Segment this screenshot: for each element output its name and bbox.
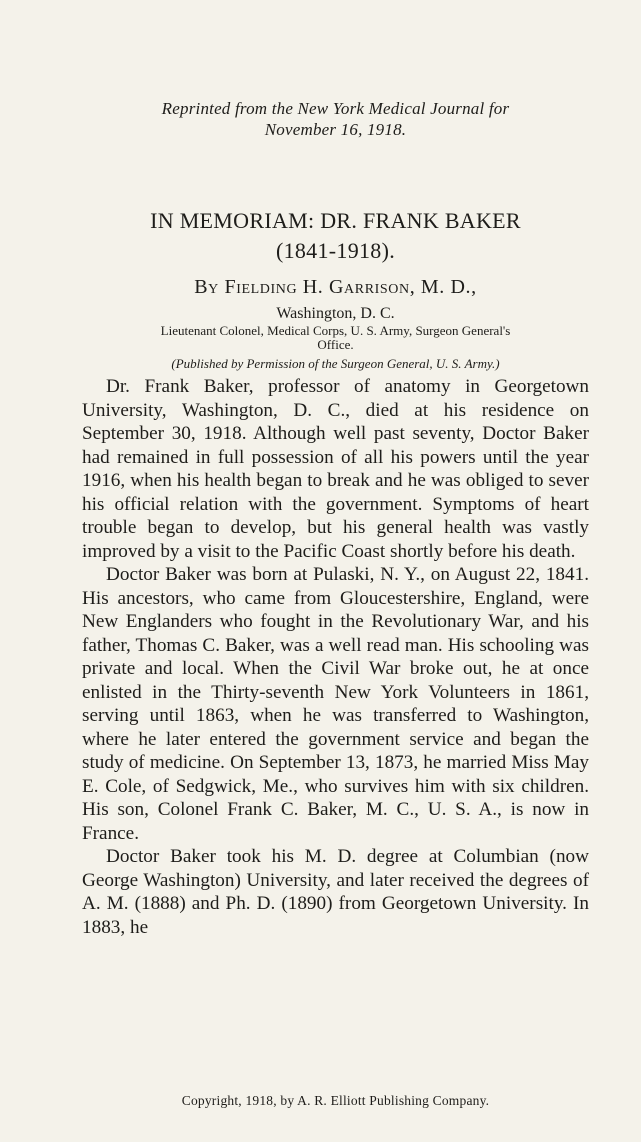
- article-title: [82, 206, 589, 266]
- author-location: Washington, D. C.: [276, 305, 395, 322]
- copyright-notice: Copyright, 1918, by A. R. Elliott Publishing Company.: [181, 1093, 490, 1108]
- reprint-line-1: Reprinted from the New York Medical Journal for: [161, 99, 510, 118]
- article-body: [82, 375, 589, 939]
- rank-line-2: Office.: [317, 337, 354, 352]
- author-byline: By Fielding H. Garrison, M. D.,: [194, 276, 477, 298]
- reprint-line-2: November 16, 1918.: [264, 120, 407, 139]
- title-line-2: (1841-1918).: [275, 238, 396, 263]
- reprint-notice: [82, 98, 589, 140]
- title-line-1: IN MEMORIAM: DR. FRANK BAKER: [150, 208, 521, 233]
- paragraph-1: Dr. Frank Baker, professor of anatomy in Georgetown University, Washington, D. C., died at his residence on September 30, 1918. Although well past seventy, Doctor Baker had remained in full possession of all his powers until the year 1916, when his health began to break and he was obliged to sever his official relation with the government. Symptoms of heart trouble began to develop, but his general health was vastly improved by a visit to the Pacific Coast shortly before his death.: [82, 376, 589, 562]
- published-note: (Published by Permission of the Surgeon General, U. S. Army.): [171, 356, 500, 371]
- paragraph-3: Doctor Baker took his M. D. degree at Columbian (now George Washington) University, and later received the degrees of A. M. (1888) and Ph. D. (1890) from Georgetown University. In 1883, he: [82, 846, 589, 938]
- author-rank: [82, 324, 589, 352]
- paragraph-2: Doctor Baker was born at Pulaski, N. Y., on August 22, 1841. His ancestors, who came from Gloucestershire, England, were New Englanders who fought in the Revolutionary War, and his father, Thomas C. Baker, was a well read man. His schooling was private and local. When the Civil War broke out, he at once enlisted in the Thirty-seventh New York Volunteers in 1861, serving until 1863, when he was transferred to Washington, where he later entered the government service and began the study of medicine. On September 13, 1873, he married Miss May E. Cole, of Sedgwick, Me., who survives him with six children. His son, Colonel Frank C. Baker, M. C., U. S. A., is now in France.: [82, 564, 589, 844]
- rank-line-1: Lieutenant Colonel, Medical Corps, U. S. Army, Surgeon General's: [160, 323, 511, 338]
